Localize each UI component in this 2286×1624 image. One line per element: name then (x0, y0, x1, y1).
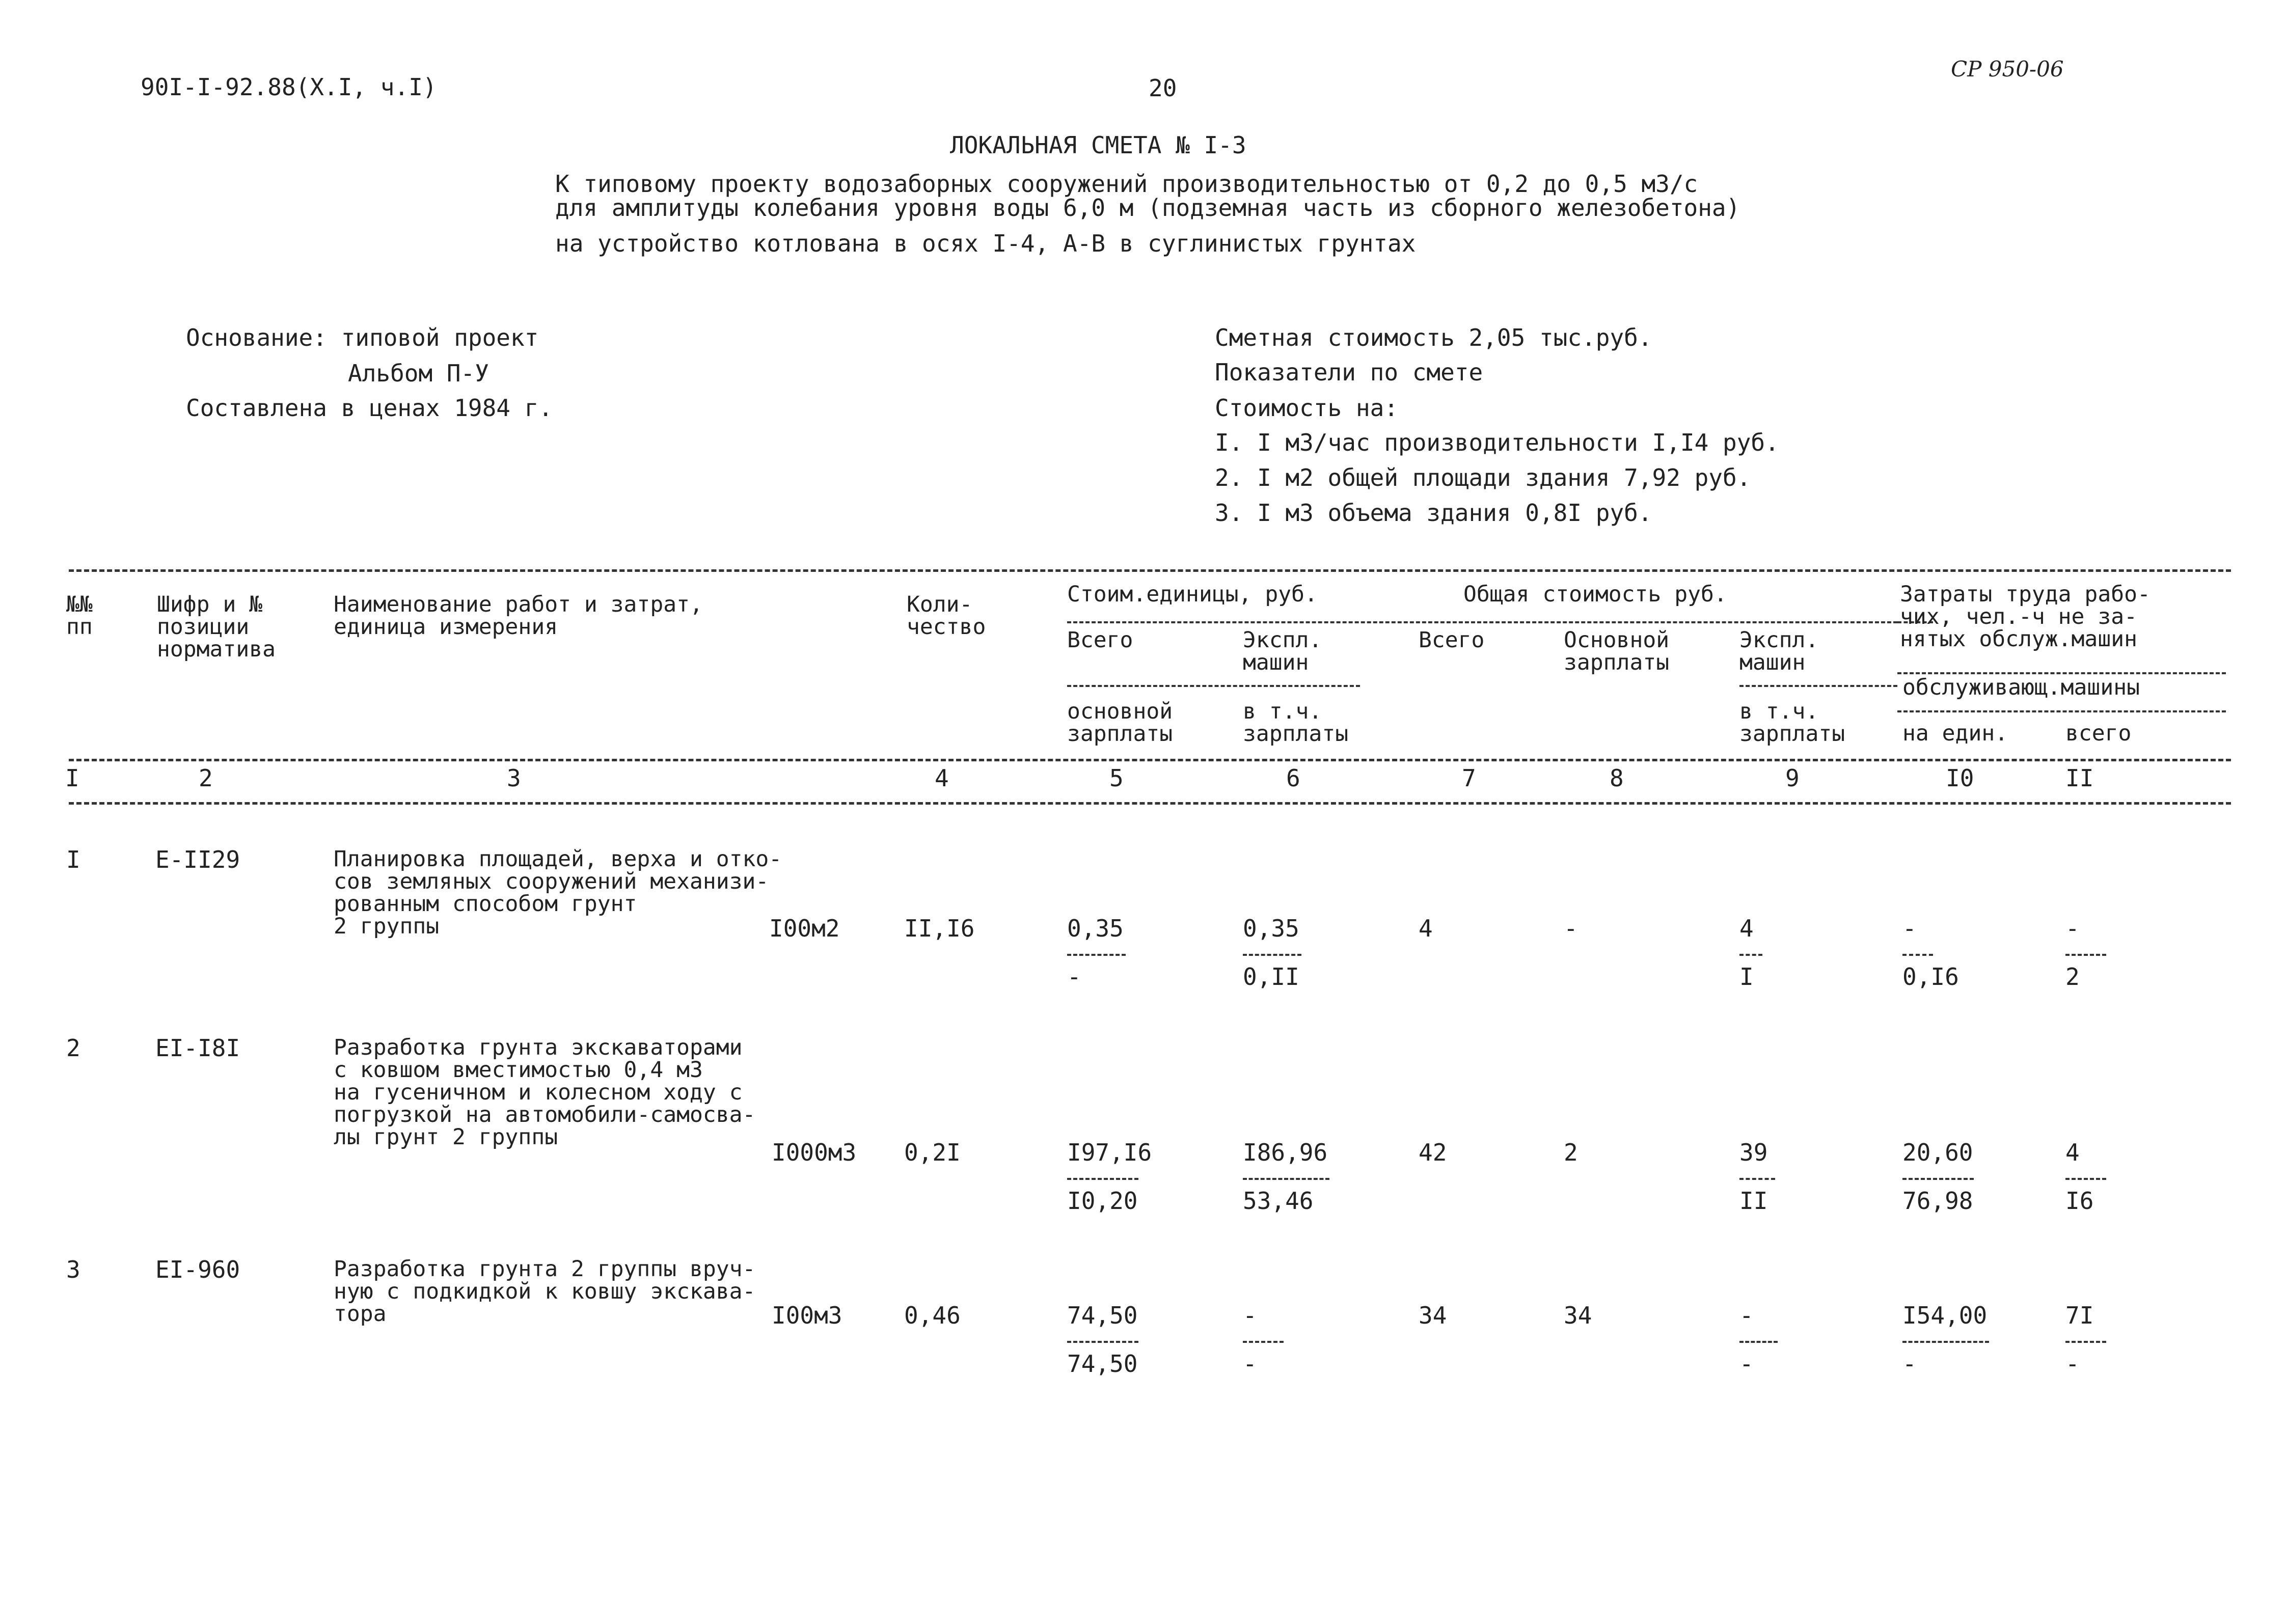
row-unit-cost-mach: - (1243, 1302, 1257, 1329)
row-number: 2 (66, 1034, 80, 1062)
column-number: 7 (1462, 764, 1476, 792)
col-header-labor: Затраты труда рабо- чих, чел.-ч не за- нятых обслуж.машин (1900, 582, 2151, 652)
row-unit-cost-all: 74,50 (1067, 1302, 1138, 1329)
col-header-total-cost: Общая стоимость руб. (1463, 582, 1727, 607)
subtitle-line-3: на устройство котлована в осях I-4, А-В в суглинистых грунтах (555, 230, 1416, 257)
row-unit-cost-all: 0,35 (1067, 915, 1124, 942)
col-header-labor-unit: на един. (1902, 721, 2008, 746)
fraction-bar (1067, 954, 1126, 956)
row-total-all: 4 (1419, 915, 1433, 942)
fraction-bar (1243, 1341, 1284, 1343)
row-labor-unit-serv: 0,I6 (1902, 963, 1959, 990)
column-number: 4 (935, 764, 949, 792)
row-unit-cost-mach-wage: 53,46 (1243, 1187, 1314, 1215)
row-labor-total-serv: 2 (2065, 963, 2080, 990)
row-code: ЕI-960 (155, 1256, 240, 1283)
column-number: II (2065, 764, 2094, 792)
column-number: 3 (507, 764, 521, 792)
subtitle-line-2: для амплитуды колебания уровня воды 6,0 м (подземная часть из сборного железобетона) (555, 194, 1740, 222)
col-header-total-mach: Экспл. машин (1739, 627, 1819, 675)
unit-cost-wage-subrule (1067, 685, 1360, 687)
row-quantity: II,I6 (904, 915, 975, 942)
row-labor-total: 7I (2065, 1302, 2094, 1329)
row-total-mach-wage: I (1739, 963, 1754, 990)
col-header-unit-basewage: основной зарплаты (1067, 699, 1173, 747)
prices-year-line: Составлена в ценах 1984 г. (186, 394, 553, 422)
indicators-header: Показатели по смете (1215, 359, 1483, 386)
column-number: I0 (1946, 764, 1974, 792)
col-header-name: Наименование работ и затрат, единица измерения (334, 592, 703, 640)
row-work-name: Планировка площадей, верха и отко- сов земляных сооружений механизи- рованным способом грунт 2 группы (334, 846, 782, 939)
col-header-labor-serv: обслуживающ.машины (1902, 675, 2140, 700)
row-unit-cost-mach-wage: 0,II (1243, 963, 1299, 990)
row-quantity: 0,2I (904, 1139, 961, 1166)
cost-on-label: Стоимость на: (1215, 394, 1399, 422)
page-number: 20 (1149, 74, 1177, 102)
row-total-mach: 4 (1739, 915, 1754, 942)
archive-stamp: СР 950-06 (1951, 57, 2064, 81)
fraction-bar (1739, 1341, 1778, 1343)
unit-total-subrule (1067, 621, 1897, 623)
column-number: 9 (1785, 764, 1800, 792)
mach-wage-subrule (1739, 685, 1897, 687)
row-number: I (66, 846, 80, 873)
labor-subrule-2 (1897, 710, 2226, 712)
col-header-number: №№ пп (66, 592, 93, 640)
fraction-bar (1902, 954, 1933, 956)
column-number: 5 (1109, 764, 1124, 792)
row-labor-unit: 20,60 (1902, 1139, 1973, 1166)
row-labor-unit: I54,00 (1902, 1302, 1988, 1329)
fraction-bar (1902, 1341, 1989, 1343)
row-total-all: 34 (1419, 1302, 1447, 1329)
fraction-bar (2065, 954, 2106, 956)
table-top-rule (69, 569, 2231, 572)
indicator-3: 3. I м3 объема здания 0,8I руб. (1215, 499, 1652, 527)
row-total-mach: - (1739, 1302, 1754, 1329)
subtitle-line-1: К типовому проекту водозаборных сооружений производительностью от 0,2 до 0,5 м3/с (555, 170, 1698, 198)
row-work-name: Разработка грунта 2 группы вруч- ную с подкидкой к ковшу экскава- тора (334, 1256, 756, 1327)
basis-line: Основание: типовой проект (186, 324, 539, 351)
column-number: 2 (199, 764, 213, 792)
row-labor-total: - (2065, 915, 2080, 942)
fraction-bar (1739, 954, 1762, 956)
row-unit-cost-mach: 0,35 (1243, 915, 1299, 942)
document-code: 90I-I-92.88(X.I, ч.I) (141, 73, 437, 101)
column-number: 8 (1610, 764, 1624, 792)
col-header-total-incl-wage: в т.ч. зарплаты (1739, 699, 1845, 747)
fraction-bar (1067, 1341, 1138, 1343)
fraction-bar (2065, 1341, 2106, 1343)
row-unit-cost-mach-wage: - (1243, 1350, 1257, 1378)
row-unit-cost-all: I97,I6 (1067, 1139, 1152, 1166)
col-header-unit-all: Всего (1067, 627, 1133, 653)
row-unit-cost-mach: I86,96 (1243, 1139, 1328, 1166)
row-code: ЕI-I8I (155, 1034, 240, 1062)
header-bottom-rule (69, 759, 2231, 761)
row-number: 3 (66, 1256, 80, 1283)
row-total-mach-wage: - (1739, 1350, 1754, 1378)
row-total-wage: - (1564, 915, 1578, 942)
estimate-cost: Сметная стоимость 2,05 тыс.руб. (1215, 324, 1652, 351)
row-unit: I00м3 (772, 1302, 842, 1329)
row-labor-unit-serv: - (1902, 1350, 1917, 1378)
row-total-all: 42 (1419, 1139, 1447, 1166)
fraction-bar (1902, 1178, 1974, 1180)
row-labor-unit-serv: 76,98 (1902, 1187, 1973, 1215)
row-total-mach-wage: II (1739, 1187, 1768, 1215)
row-labor-unit: - (1902, 915, 1917, 942)
fraction-bar (1067, 1178, 1138, 1180)
row-total-mach: 39 (1739, 1139, 1768, 1166)
row-unit-cost-wage: 74,50 (1067, 1350, 1138, 1378)
row-labor-total-serv: - (2065, 1350, 2080, 1378)
row-total-wage: 34 (1564, 1302, 1592, 1329)
row-unit-cost-wage: I0,20 (1067, 1187, 1138, 1215)
col-header-labor-total: всего (2065, 721, 2132, 746)
row-code: Е-II29 (155, 846, 240, 873)
col-header-code: Шифр и № позиции норматива (157, 592, 276, 662)
col-header-quantity: Коли- чество (907, 592, 986, 640)
row-total-wage: 2 (1564, 1139, 1578, 1166)
row-unit: I000м3 (772, 1139, 857, 1166)
col-header-unit-incl-wage: в т.ч. зарплаты (1243, 699, 1349, 747)
indicator-2: 2. I м2 общей площади здания 7,92 руб. (1215, 464, 1751, 491)
row-quantity: 0,46 (904, 1302, 961, 1329)
indicator-1: I. I м3/час производительности I,I4 руб. (1215, 429, 1779, 456)
fraction-bar (2065, 1178, 2106, 1180)
col-header-unit-cost: Стоим.единицы, руб. (1067, 582, 1318, 607)
row-labor-total: 4 (2065, 1139, 2080, 1166)
column-number: 6 (1286, 764, 1300, 792)
col-header-unit-mach: Экспл. машин (1243, 627, 1322, 675)
fraction-bar (1243, 954, 1301, 956)
labor-subrule-1 (1897, 672, 2226, 674)
album-line: Альбом П-У (348, 360, 489, 387)
fraction-bar (1243, 1178, 1329, 1180)
row-unit: I00м2 (769, 915, 840, 942)
column-number: I (65, 764, 79, 792)
col-header-total-all: Всего (1419, 627, 1485, 653)
estimate-title: ЛОКАЛЬНАЯ СМЕТА № I-3 (950, 131, 1246, 159)
column-numbers-rule (69, 802, 2231, 805)
col-header-total-wage: Основной зарплаты (1564, 627, 1670, 675)
fraction-bar (1739, 1178, 1775, 1180)
row-labor-total-serv: I6 (2065, 1187, 2094, 1215)
row-work-name: Разработка грунта экскаваторами с ковшом вместимостью 0,4 м3 на гусеничном и колесном ходу с погрузкой на автомобили-самосва- лы грунт 2 группы (334, 1035, 756, 1150)
row-unit-cost-wage: - (1067, 963, 1081, 990)
